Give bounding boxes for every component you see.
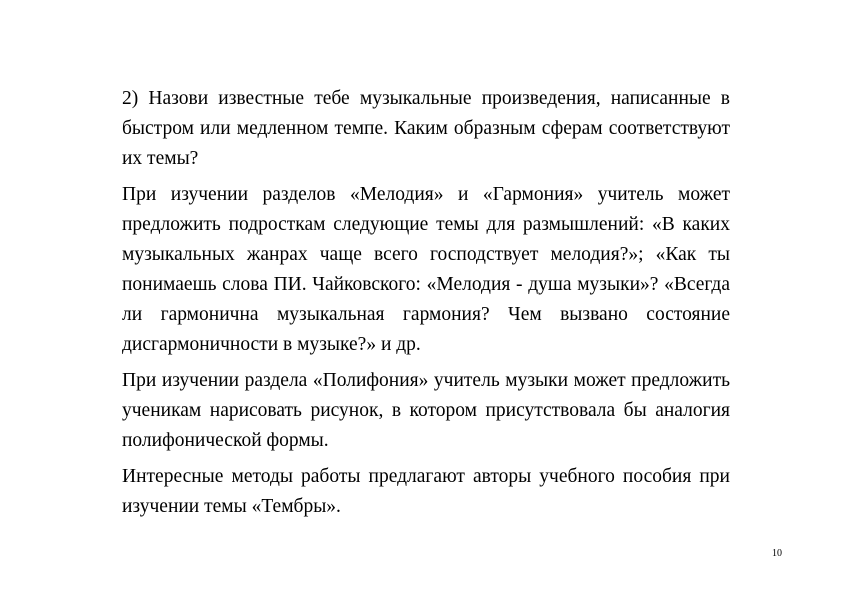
paragraph-question-tempo: 2) Назови известные тебе музыкальные произведения, написанные в быстром или медленном темпе. Каким образным сферам соответствуют их темы? [122, 88, 730, 169]
paragraph-polyphony: При изучении раздела «Полифония» учитель музыки может предложить ученикам нарисовать рисунок, в котором присутствовала бы аналогия полифонической формы. [122, 370, 730, 451]
page-body [122, 84, 730, 528]
paragraph-melody-harmony: При изучении разделов «Мелодия» и «Гармония» учитель может предложить подросткам следующие темы для размышлений: «В каких музыкальных жанрах чаще всего господствует мелодия?»; «Как ты понимаешь слова ПИ. Чайковского: «Мелодия - душа музыки»? «Всегда ли гармонична музыкальная гармония? Чем вызвано состояние дисгармоничности в музыке?» и др. [122, 184, 730, 355]
page-number: 10 [772, 548, 782, 559]
paragraph-timbres: Интересные методы работы предлагают авторы учебного пособия при изучении темы «Тембры». [122, 466, 730, 517]
